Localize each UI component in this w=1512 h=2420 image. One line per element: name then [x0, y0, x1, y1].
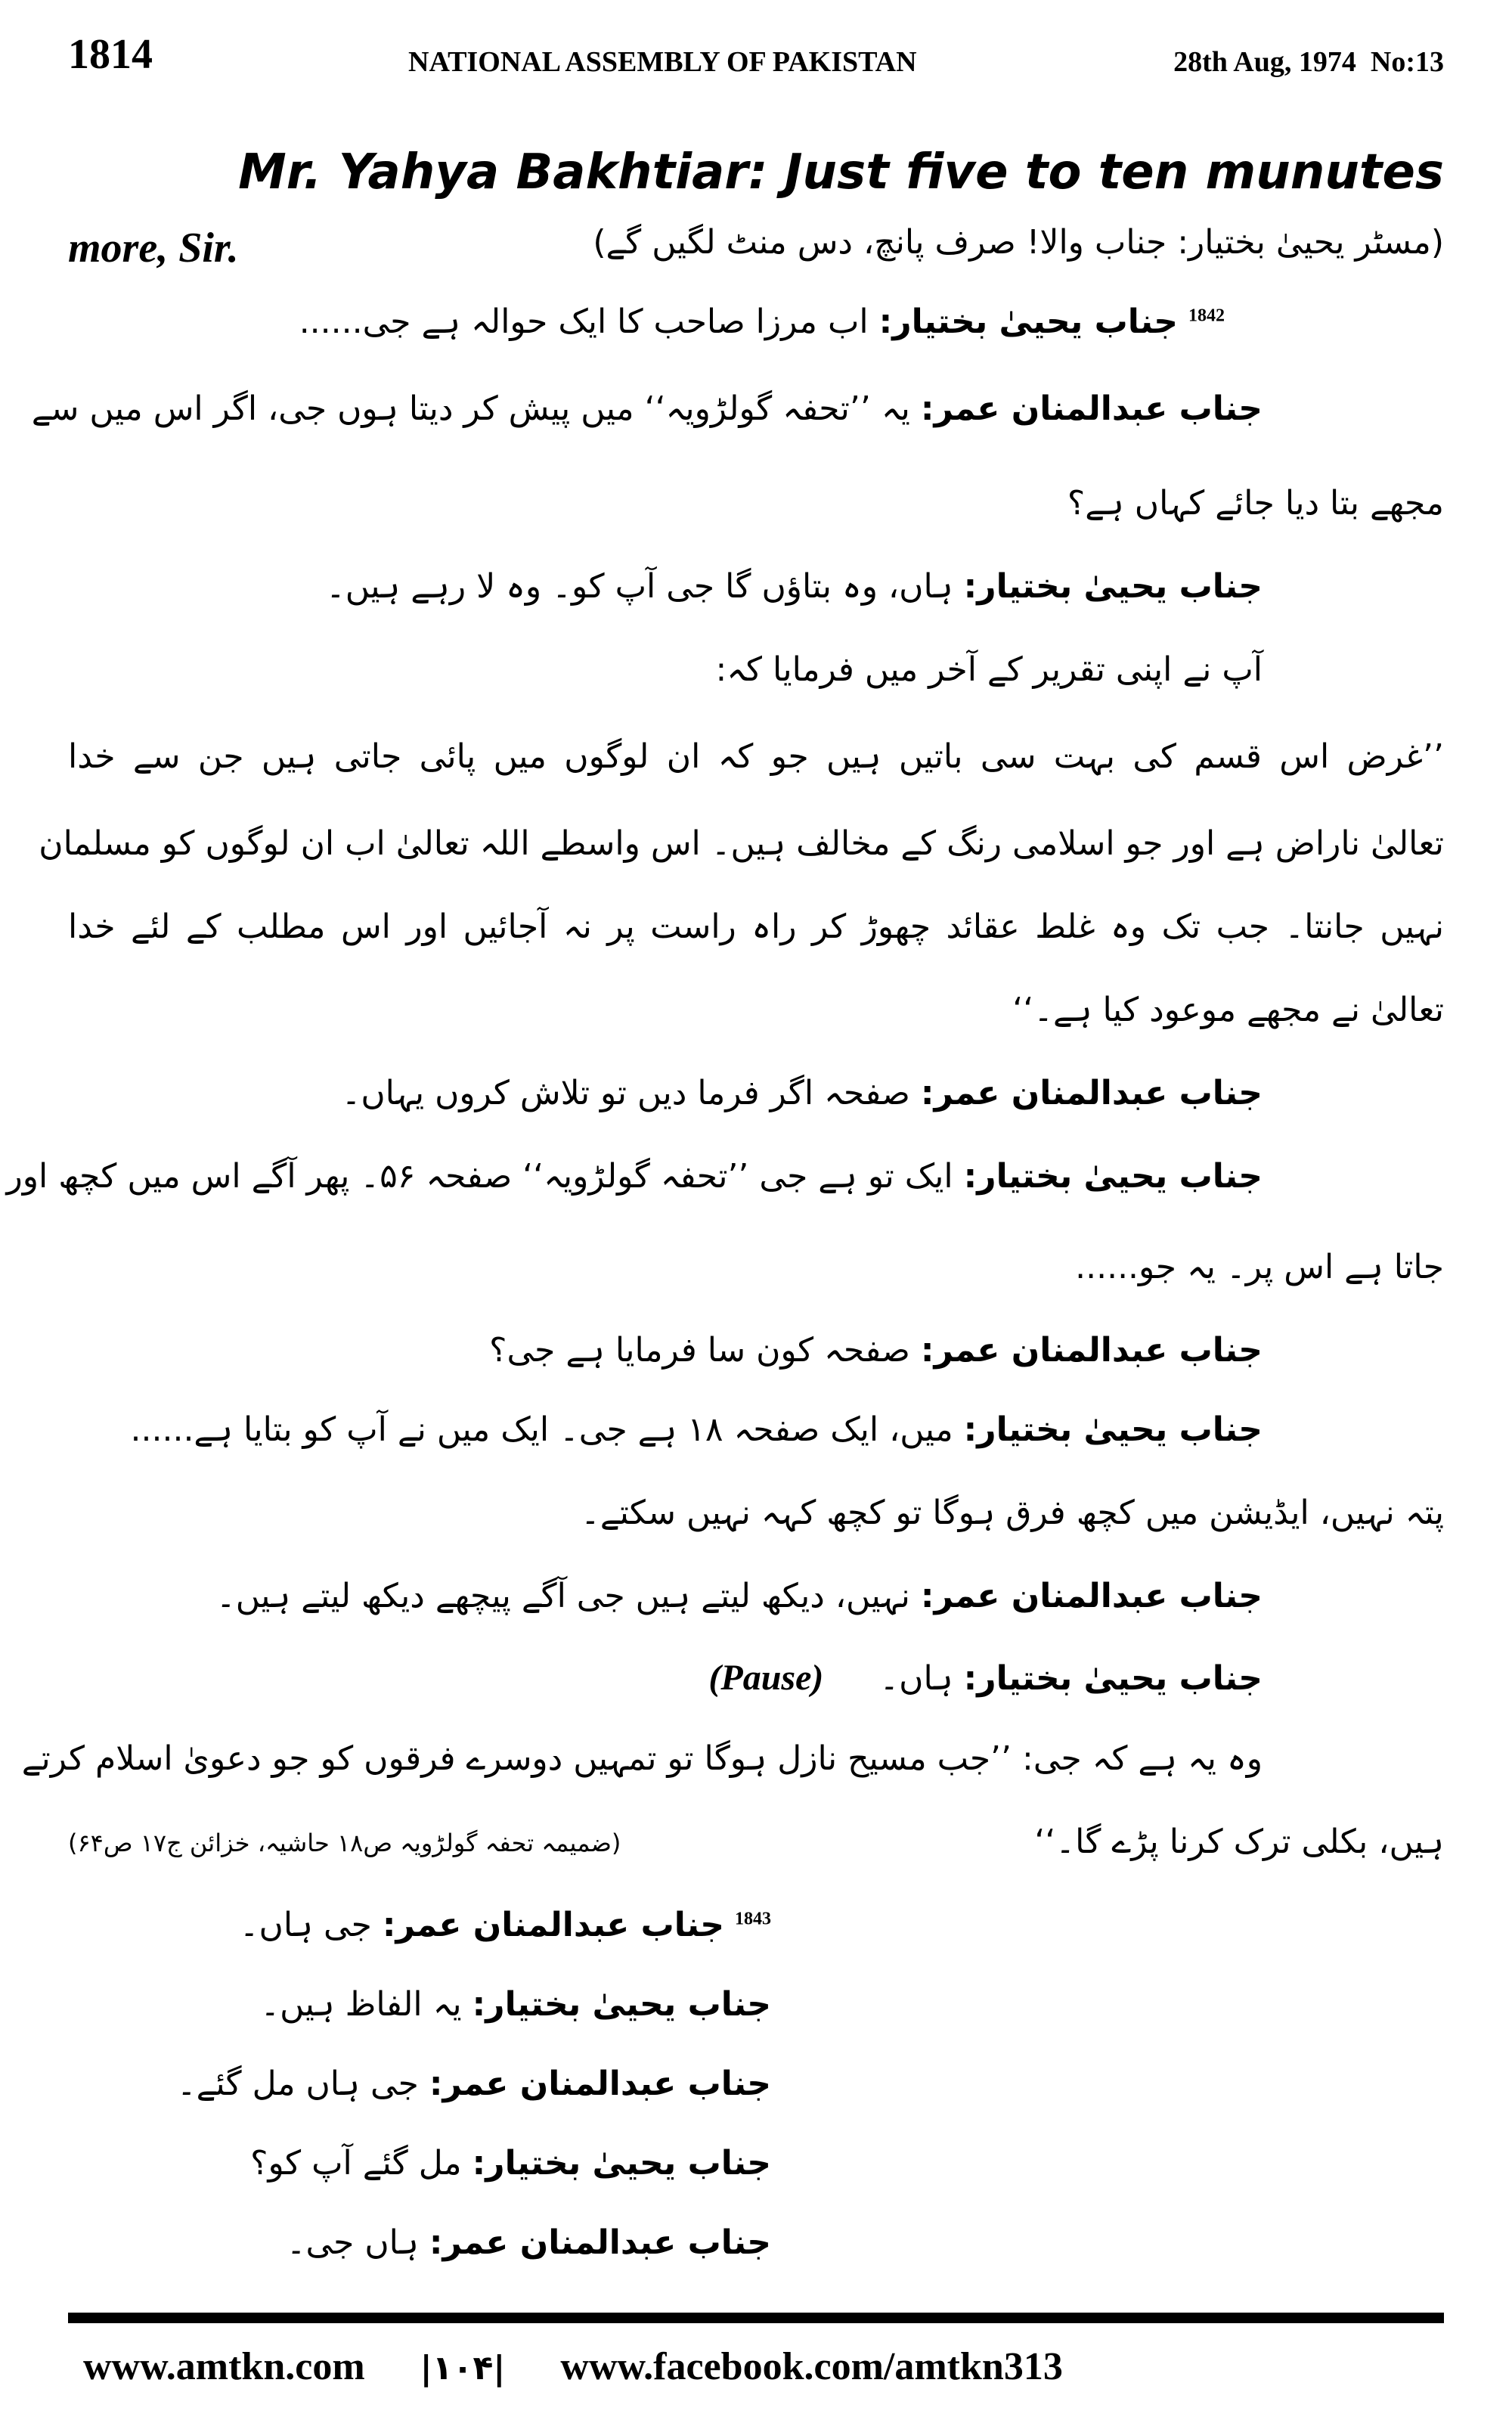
speaker-name: جناب عبدالمنان عمر: [920, 1577, 1263, 1615]
page-header [68, 30, 1444, 83]
transcript-line [6, 1157, 1444, 1197]
speaker-name: جناب یحییٰ بختیار: [963, 567, 1263, 606]
transcript-line: آپ نے اپنی تقریر کے آخر میں فرمایا کہ: [715, 650, 1263, 689]
citation: (ضمیمہ تحفہ گولڑویہ ص۱۸ حاشیہ، خزائن ج۱۷ ص۶۴) [68, 1829, 621, 1857]
transcript-line: جاتا ہے اس پر۔ یہ جو...... [1075, 1248, 1444, 1286]
reference-number: 1843 [735, 1909, 771, 1929]
speech-text: صفحہ اگر فرما دیں تو تلاش کروں یہاں۔ [341, 1074, 910, 1112]
quote-line: نہیں جانتا۔ جب تک وہ غلط عقائد چھوڑ کر راہ راست پر نہ آجائیں اور اس مطلب کے لئے خدا [68, 908, 1444, 946]
speaker-name: جناب عبدالمنان عمر: [429, 2065, 771, 2103]
quote-line: تعالیٰ ناراض ہے اور جو اسلامی رنگ کے مخالف ہیں۔ اس واسطے اللہ تعالیٰ اب ان لوگوں کو مسلمان [39, 824, 1444, 863]
speech-text: ہاں، وہ بتاؤں گا جی آپ کو۔ وہ لا رہے ہیں۔ [325, 567, 953, 606]
footer-facebook-link[interactable]: www.facebook.com/amtkn313 [560, 2345, 1063, 2388]
speech-text: ہیں، بکلی ترک کرنا پڑے گا۔‘‘ [1034, 1823, 1444, 1861]
footer-website-link[interactable]: www.amtkn.com [83, 2345, 365, 2388]
transcript-line [68, 302, 1444, 343]
transcript-line [68, 1410, 1444, 1450]
speech-text: یہ ’’تحفہ گولڑویہ‘‘ میں پیش کر دیتا ہوں جی، اگر اس میں سے [31, 389, 910, 428]
quote-line: تعالیٰ نے مجھے موعود کیا ہے۔‘‘ [1012, 991, 1444, 1029]
header-title: NATIONAL ASSEMBLY OF PAKISTAN [408, 46, 917, 78]
speech-text: جی ہاں مل گئے۔ [176, 2065, 419, 2103]
english-line: Mr. Yahya Bakhtiar: Just five to ten munutes [238, 144, 1444, 200]
speech-text: یہ الفاظ ہیں۔ [260, 1985, 462, 2024]
transcript-line [68, 1074, 1444, 1114]
speaker-name: جناب یحییٰ بختیار: [963, 1659, 1263, 1698]
speaker-name: جناب عبدالمنان عمر: [920, 389, 1263, 428]
transcript-line [68, 2223, 1444, 2263]
speech-text: صفحہ کون سا فرمایا ہے جی؟ [489, 1331, 910, 1370]
speech-text: میں، ایک صفحہ ۱۸ ہے جی۔ ایک میں نے آپ کو بتایا ہے...... [130, 1410, 953, 1449]
speech-text: اب مرزا صاحب کا ایک حوالہ ہے جی...... [299, 302, 869, 341]
footer-page-number: |۱۰۴| [420, 2349, 506, 2387]
pause-note: (Pause) [708, 1658, 824, 1698]
header-date-issue [1173, 45, 1444, 79]
quote-line: ’’غرض اس قسم کی بہت سی باتیں ہیں جو کہ ان لوگوں میں پائی جاتی ہیں جن سے خدا [68, 737, 1444, 776]
speaker-name: جناب یحییٰ بختیار: [963, 1410, 1263, 1449]
transcript-line [68, 1656, 1444, 1700]
speech-text: نہیں، دیکھ لیتے ہیں جی آگے پیچھے دیکھ لیتے ہیں۔ [215, 1577, 910, 1615]
transcript-line [31, 389, 1444, 430]
speech-text: ہاں جی۔ [286, 2223, 419, 2262]
speaker-name: جناب عبدالمنان عمر: [920, 1331, 1263, 1370]
transcript-line [68, 1823, 1444, 1863]
speaker-name: جناب عبدالمنان عمر: [920, 1074, 1263, 1112]
speaker-name: جناب عبدالمنان عمر: [382, 1906, 724, 1944]
reference-number: 1842 [1188, 306, 1225, 326]
english-line-continued: more, Sir. [68, 225, 239, 271]
speech-text: ایک تو ہے جی ’’تحفہ گولڑویہ‘‘ صفحہ ۵۶۔ پھر آگے اس میں کچھ اور [6, 1157, 953, 1196]
transcript-line: مجھے بتا دیا جائے کہاں ہے؟ [1067, 484, 1444, 523]
header-date: 28th Aug, 1974 [1173, 46, 1356, 78]
speech-text: جی ہاں۔ [239, 1906, 372, 1944]
speaker-name: جناب یحییٰ بختیار: [472, 1985, 771, 2024]
speaker-name: جناب یحییٰ بختیار: [963, 1157, 1263, 1196]
transcript-line [68, 1906, 1444, 1946]
urdu-translation: (مسٹر یحییٰ بختیار: جناب والا! صرف پانچ، دس منٹ لگیں گے) [593, 223, 1444, 262]
speech-text: ہاں۔ [879, 1659, 953, 1698]
transcript-line: پتہ نہیں، ایڈیشن میں کچھ فرق ہوگا تو کچھ کہہ نہیں سکتے۔ [581, 1494, 1444, 1532]
speech-text: مل گئے آپ کو؟ [250, 2144, 462, 2183]
transcript-line [68, 1985, 1444, 2025]
transcript-line [68, 223, 1444, 271]
speaker-name: جناب عبدالمنان عمر: [429, 2223, 771, 2262]
transcript-line [68, 2065, 1444, 2105]
footer-divider [68, 2313, 1444, 2323]
transcript-line [68, 1331, 1444, 1371]
speaker-name: جناب یحییٰ بختیار: [878, 302, 1178, 341]
page-number: 1814 [68, 31, 153, 78]
speaker-name: جناب یحییٰ بختیار: [472, 2144, 771, 2183]
transcript-line [68, 1577, 1444, 1617]
transcript-line [68, 567, 1444, 607]
transcript-line: وہ یہ ہے کہ جی: ’’جب مسیح نازل ہوگا تو تمہیں دوسرے فرقوں کو جو دعویٰ اسلام کرتے [21, 1739, 1263, 1778]
transcript-line [68, 2144, 1444, 2184]
header-issue: No:13 [1370, 46, 1444, 78]
page-footer [83, 2344, 1444, 2397]
